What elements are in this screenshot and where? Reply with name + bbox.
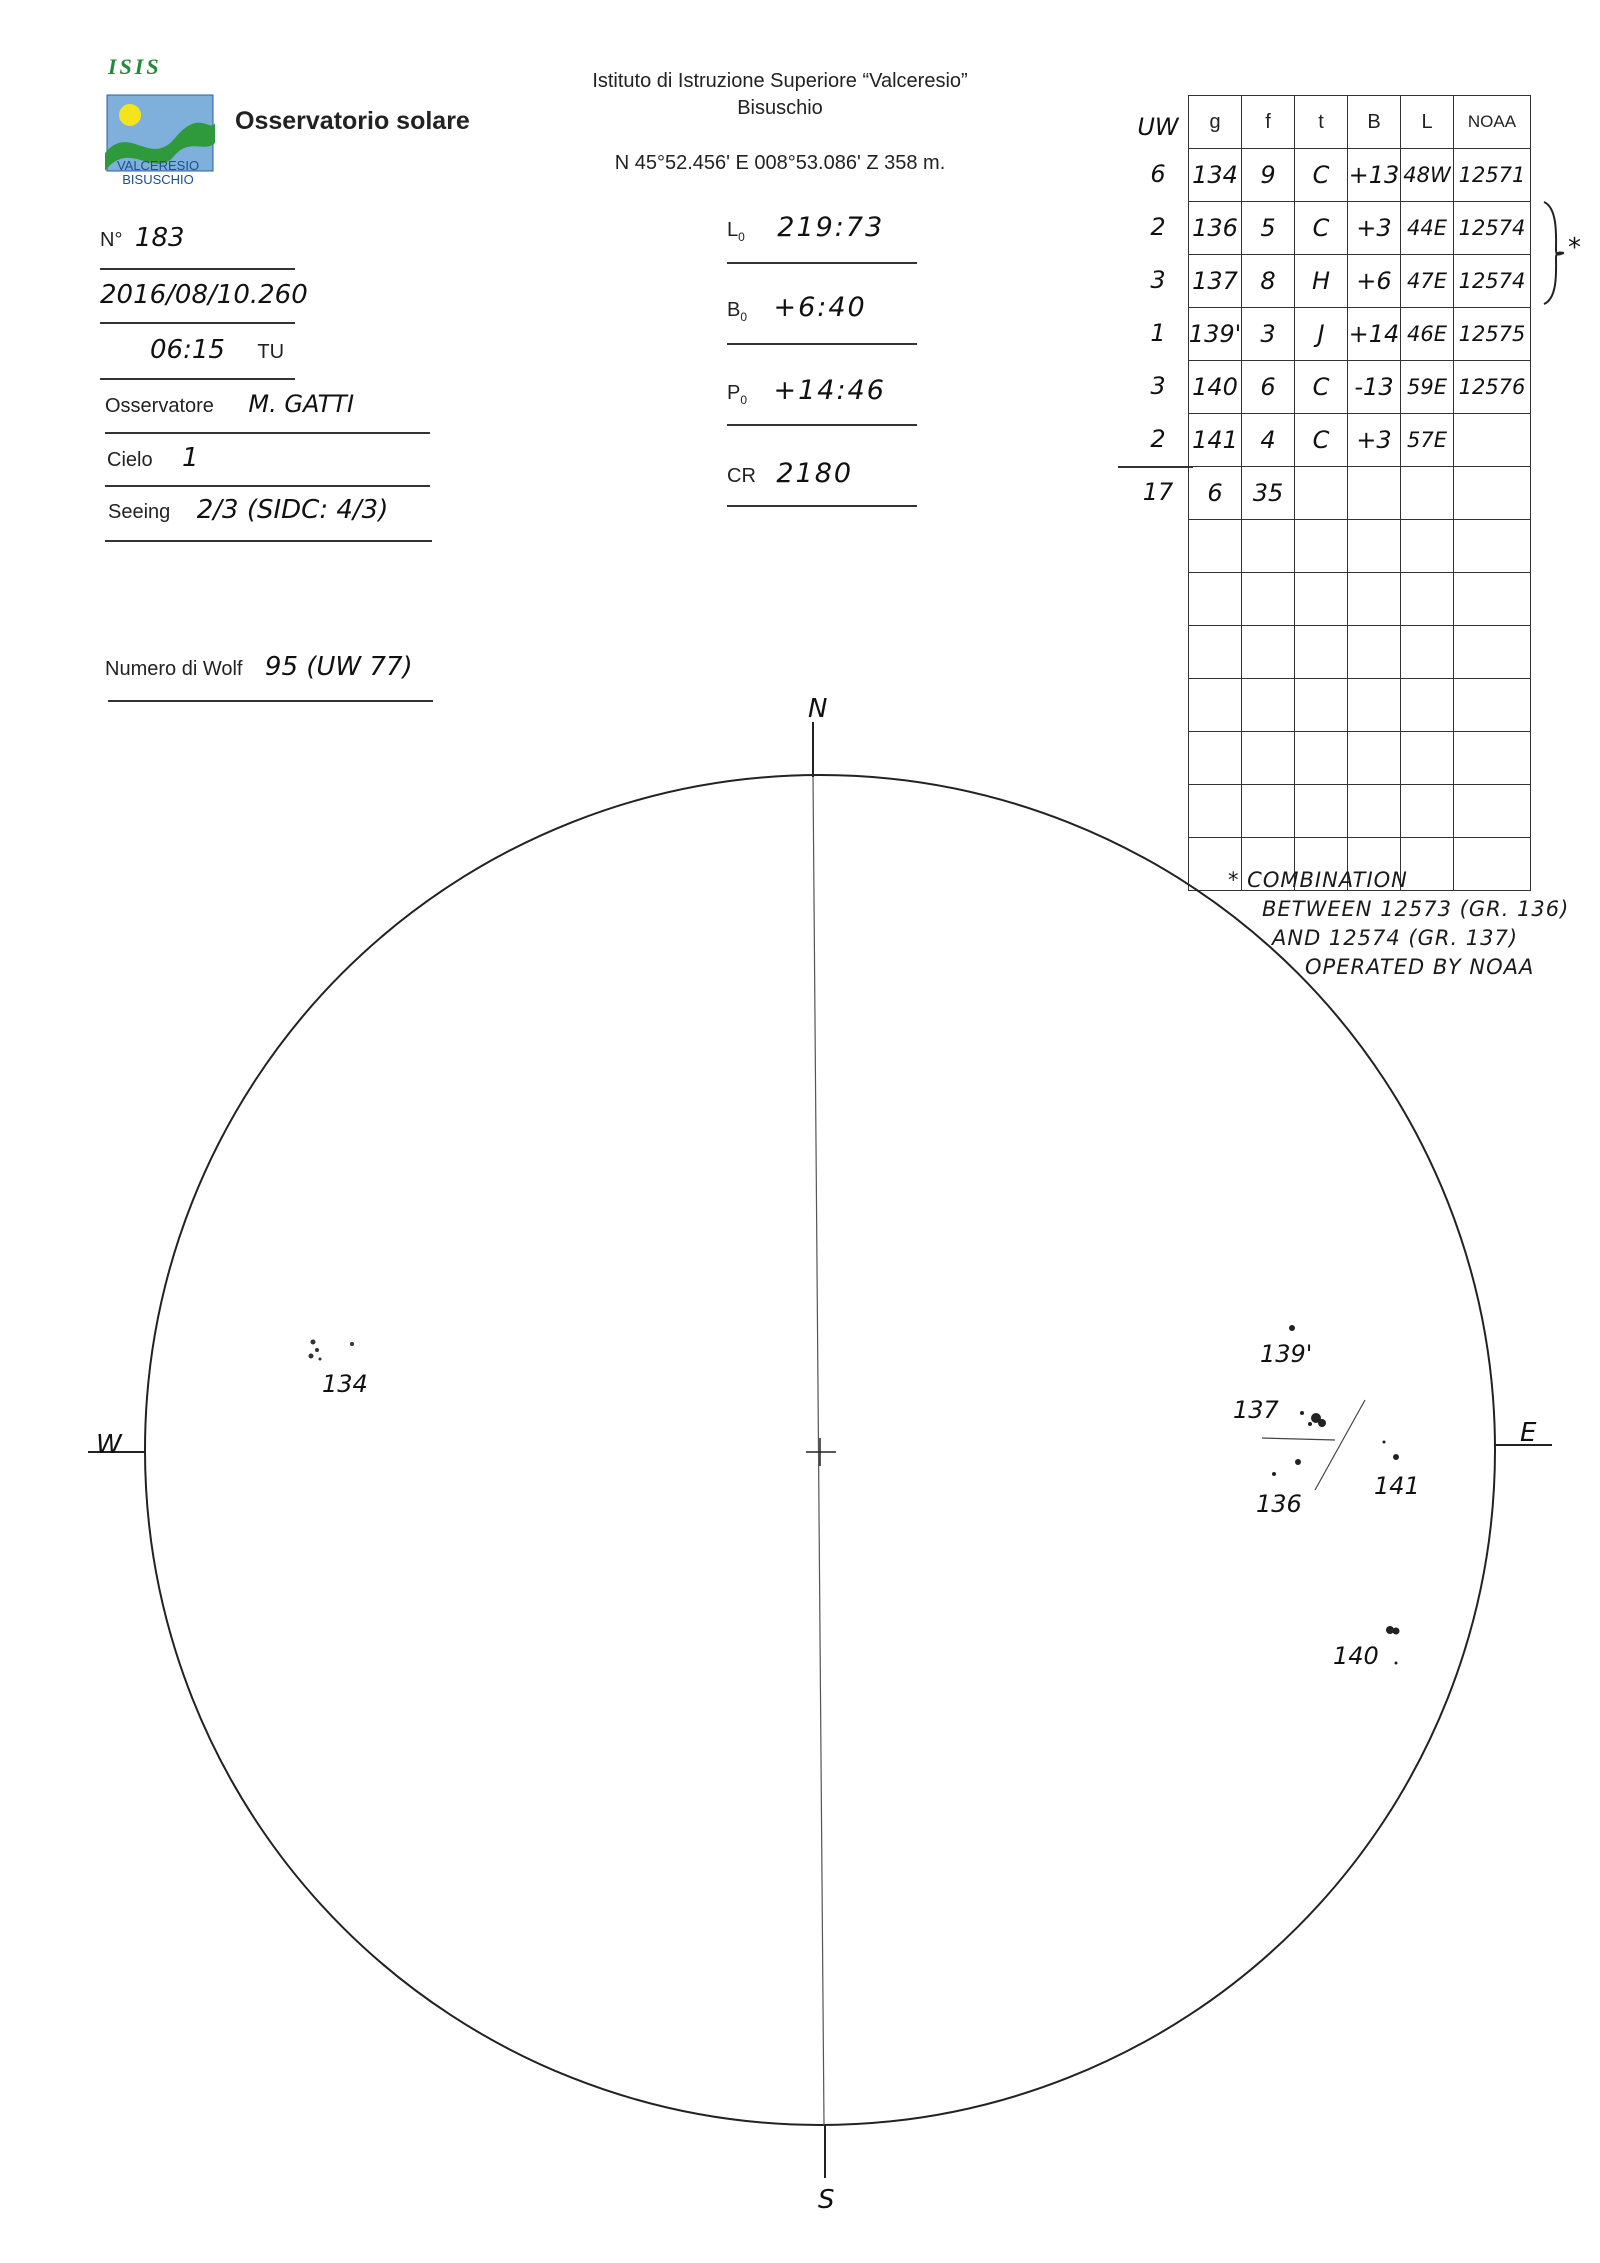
table-cell-noaa: 12576 bbox=[1453, 360, 1531, 414]
table-cell-L: 44E bbox=[1400, 201, 1454, 255]
group-label-134: 134 bbox=[322, 1370, 368, 1398]
table-cell-empty bbox=[1241, 572, 1295, 626]
table-cell-t: C bbox=[1294, 360, 1348, 414]
observatory-title: Osservatorio solare bbox=[235, 107, 470, 135]
table-cell-t: C bbox=[1294, 201, 1348, 255]
table-cell-empty bbox=[1188, 731, 1242, 785]
table-cell-B: +6 bbox=[1347, 254, 1401, 308]
total-cell-f: 35 bbox=[1241, 466, 1295, 520]
table-cell-empty bbox=[1400, 837, 1454, 891]
wolf-value: 95 (UW 77) bbox=[264, 652, 413, 682]
sky-field bbox=[107, 443, 199, 473]
wolf-field bbox=[105, 652, 413, 682]
table-cell-empty bbox=[1188, 519, 1242, 573]
divider bbox=[100, 378, 295, 380]
table-cell-empty bbox=[1347, 625, 1401, 679]
table-cell-empty bbox=[1241, 784, 1295, 838]
uw-total: 17 bbox=[1142, 478, 1174, 506]
table-cell-L: 48W bbox=[1400, 148, 1454, 202]
table-cell-f: 8 bbox=[1241, 254, 1295, 308]
total-cell-g: 6 bbox=[1188, 466, 1242, 520]
east-label: E bbox=[1520, 1418, 1537, 1448]
sky-label: Cielo bbox=[107, 449, 153, 471]
table-cell-f: 5 bbox=[1241, 201, 1295, 255]
table-cell-empty bbox=[1294, 625, 1348, 679]
divider bbox=[727, 262, 917, 264]
table-cell-empty bbox=[1241, 625, 1295, 679]
table-cell-empty bbox=[1347, 784, 1401, 838]
uw-value: 2 bbox=[1150, 213, 1166, 241]
table-cell-empty bbox=[1453, 837, 1531, 891]
divider bbox=[727, 505, 917, 507]
divider bbox=[727, 343, 917, 345]
sky-value: 1 bbox=[182, 443, 199, 473]
table-cell-empty bbox=[1188, 572, 1242, 626]
sunspots-group-139 bbox=[1289, 1325, 1295, 1331]
table-cell-empty bbox=[1400, 678, 1454, 732]
table-cell-empty bbox=[1453, 625, 1531, 679]
p0-value: +14:46 bbox=[773, 375, 886, 406]
north-label: N bbox=[808, 694, 828, 724]
seeing-field bbox=[108, 495, 388, 525]
table-cell-empty bbox=[1294, 731, 1348, 785]
group-label-137: 137 bbox=[1233, 1396, 1279, 1424]
uw-value: 3 bbox=[1150, 372, 1166, 400]
table-cell-empty bbox=[1294, 466, 1348, 520]
col-header-b: B bbox=[1347, 95, 1401, 149]
institute-name: Istituto di Istruzione Superiore “Valceresio” bbox=[592, 70, 968, 92]
table-cell-empty bbox=[1453, 572, 1531, 626]
cr-field bbox=[727, 458, 853, 489]
institute-town: Bisuschio bbox=[737, 97, 823, 119]
divider bbox=[100, 322, 295, 324]
table-cell-empty bbox=[1294, 519, 1348, 573]
total-rule bbox=[1118, 466, 1193, 468]
table-cell-empty bbox=[1241, 519, 1295, 573]
table-cell-noaa bbox=[1453, 413, 1531, 467]
north-south-axis bbox=[813, 775, 824, 2125]
table-cell-empty bbox=[1400, 572, 1454, 626]
table-cell-noaa: 12574 bbox=[1453, 254, 1531, 308]
number-value: 183 bbox=[134, 223, 185, 253]
table-cell-f: 4 bbox=[1241, 413, 1295, 467]
l0-label: $L_0$ bbox=[727, 219, 745, 244]
table-cell-empty bbox=[1347, 572, 1401, 626]
table-cell-empty bbox=[1347, 519, 1401, 573]
time-value: 06:15 bbox=[150, 335, 225, 365]
table-cell-t: C bbox=[1294, 148, 1348, 202]
p0-label: $P_0$ bbox=[727, 382, 748, 407]
table-cell-empty bbox=[1347, 731, 1401, 785]
observer-field bbox=[105, 390, 354, 418]
table-cell-empty bbox=[1347, 466, 1401, 520]
table-cell-empty bbox=[1294, 678, 1348, 732]
b0-value: +6:40 bbox=[773, 292, 867, 323]
table-cell-g: 140 bbox=[1188, 360, 1242, 414]
site-coordinates: N 45°52.456' E 008°53.086' Z 358 m. bbox=[614, 152, 946, 174]
time-field bbox=[150, 335, 284, 365]
date-value: 2016/08/10.260 bbox=[100, 280, 308, 310]
table-cell-f: 9 bbox=[1241, 148, 1295, 202]
table-cell-f: 6 bbox=[1241, 360, 1295, 414]
b0-field bbox=[727, 292, 867, 324]
divider bbox=[100, 268, 295, 270]
table-cell-empty bbox=[1188, 678, 1242, 732]
table-cell-B: +3 bbox=[1347, 413, 1401, 467]
table-cell-L: 47E bbox=[1400, 254, 1454, 308]
uw-value: 1 bbox=[1150, 319, 1166, 347]
table-cell-t: H bbox=[1294, 254, 1348, 308]
table-cell-g: 141 bbox=[1188, 413, 1242, 467]
col-header-f: f bbox=[1241, 95, 1295, 149]
group-separator-d bbox=[1315, 1400, 1365, 1490]
table-cell-B: +13 bbox=[1347, 148, 1401, 202]
divider bbox=[108, 700, 433, 702]
l0-value: 219:73 bbox=[777, 212, 885, 243]
solar-disk-outline bbox=[145, 775, 1495, 2125]
table-cell-g: 137 bbox=[1188, 254, 1242, 308]
col-header-t: t bbox=[1294, 95, 1348, 149]
table-cell-noaa: 12574 bbox=[1453, 201, 1531, 255]
table-cell-empty bbox=[1453, 519, 1531, 573]
note-line-2: BETWEEN 12573 (GR. 136) bbox=[1262, 897, 1570, 921]
l0-field bbox=[727, 212, 884, 244]
table-cell-g: 139' bbox=[1188, 307, 1242, 361]
b0-label: $B_0$ bbox=[727, 299, 748, 324]
table-cell-empty bbox=[1294, 572, 1348, 626]
divider bbox=[105, 432, 430, 434]
sunspots-group-140 bbox=[1386, 1626, 1400, 1665]
table-cell-B: -13 bbox=[1347, 360, 1401, 414]
sunspots-group-134 bbox=[309, 1340, 355, 1361]
table-cell-L: 57E bbox=[1400, 413, 1454, 467]
divider bbox=[727, 424, 917, 426]
table-cell-empty bbox=[1453, 678, 1531, 732]
report-number bbox=[100, 223, 185, 253]
table-cell-empty bbox=[1453, 731, 1531, 785]
table-cell-empty bbox=[1188, 784, 1242, 838]
west-label: W bbox=[96, 1430, 122, 1460]
wolf-label: Numero di Wolf bbox=[105, 658, 243, 680]
uw-header: UW bbox=[1137, 113, 1179, 141]
sunspots-group-141 bbox=[1383, 1441, 1400, 1461]
sunspots-group-136 bbox=[1272, 1459, 1301, 1476]
school-logo bbox=[105, 78, 215, 208]
divider bbox=[105, 485, 430, 487]
group-label-136: 136 bbox=[1256, 1490, 1302, 1518]
table-cell-f: 3 bbox=[1241, 307, 1295, 361]
table-cell-empty bbox=[1241, 731, 1295, 785]
note-line-1: * COMBINATION bbox=[1228, 868, 1408, 892]
logo-sub-1: VALCERESIO bbox=[116, 158, 200, 173]
table-cell-empty bbox=[1400, 784, 1454, 838]
south-label: S bbox=[818, 2185, 835, 2215]
seeing-value: 2/3 (SIDC: 4/3) bbox=[196, 495, 389, 525]
table-cell-empty bbox=[1241, 678, 1295, 732]
seeing-label: Seeing bbox=[108, 501, 171, 523]
divider bbox=[105, 540, 432, 542]
number-label: N° bbox=[100, 229, 123, 251]
note-line-3: AND 12574 (GR. 137) bbox=[1272, 926, 1519, 950]
col-header-g: g bbox=[1188, 95, 1242, 149]
uw-value: 2 bbox=[1150, 425, 1166, 453]
col-header-l: L bbox=[1400, 95, 1454, 149]
bracket-asterisk: * bbox=[1568, 233, 1581, 263]
table-cell-empty bbox=[1400, 519, 1454, 573]
table-cell-empty bbox=[1453, 784, 1531, 838]
table-cell-B: +14 bbox=[1347, 307, 1401, 361]
sunspots-group-137 bbox=[1300, 1411, 1326, 1427]
table-cell-empty bbox=[1400, 466, 1454, 520]
group-label-140: 140 bbox=[1333, 1642, 1379, 1670]
cr-label: CR bbox=[727, 465, 756, 487]
uw-value: 3 bbox=[1150, 266, 1166, 294]
col-header-noaa: NOAA bbox=[1453, 95, 1531, 149]
group-label-139: 139' bbox=[1260, 1340, 1313, 1368]
table-cell-empty bbox=[1400, 625, 1454, 679]
table-cell-g: 134 bbox=[1188, 148, 1242, 202]
table-cell-t: J bbox=[1294, 307, 1348, 361]
table-cell-g: 136 bbox=[1188, 201, 1242, 255]
table-cell-empty bbox=[1453, 466, 1531, 520]
sunspot-group-table bbox=[1128, 95, 1548, 855]
table-cell-L: 59E bbox=[1400, 360, 1454, 414]
table-cell-B: +3 bbox=[1347, 201, 1401, 255]
group-separator-h bbox=[1262, 1438, 1335, 1440]
group-label-141: 141 bbox=[1374, 1472, 1420, 1500]
table-cell-empty bbox=[1294, 784, 1348, 838]
logo-wordmark: ISIS bbox=[108, 54, 162, 79]
table-cell-empty bbox=[1188, 625, 1242, 679]
table-cell-empty bbox=[1347, 678, 1401, 732]
observer-label: Osservatore bbox=[105, 395, 214, 417]
table-cell-noaa: 12575 bbox=[1453, 307, 1531, 361]
time-unit: TU bbox=[257, 341, 285, 363]
table-cell-t: C bbox=[1294, 413, 1348, 467]
table-cell-L: 46E bbox=[1400, 307, 1454, 361]
uw-value: 6 bbox=[1150, 160, 1166, 188]
observer-value: M. GATTI bbox=[248, 390, 355, 418]
p0-field bbox=[727, 375, 886, 407]
table-cell-empty bbox=[1400, 731, 1454, 785]
note-line-4: OPERATED BY NOAA bbox=[1305, 955, 1535, 979]
logo-sub-2: BISUSCHIO bbox=[122, 172, 194, 187]
cr-value: 2180 bbox=[776, 458, 854, 489]
table-cell-noaa: 12571 bbox=[1453, 148, 1531, 202]
